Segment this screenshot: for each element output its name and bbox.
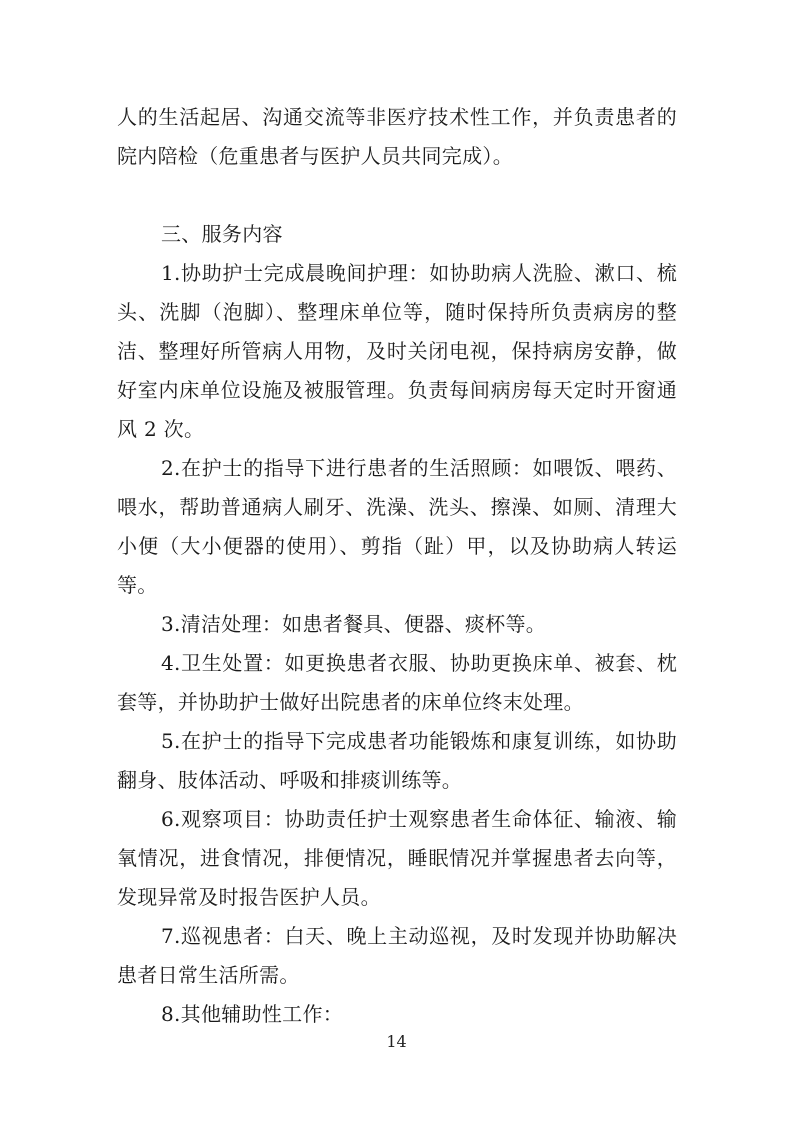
list-item-6: 6.观察项目：协助责任护士观察患者生命体征、输液、输氧情况，进食情况，排便情况，睡眠情况并掌握患者去向等，发现异常及时报告医护人员。	[117, 807, 677, 909]
list-item-2: 2.在护士的指导下进行患者的生活照顾：如喂饭、喂药、喂水，帮助普通病人刷牙、洗澡、洗头、擦澡、如厕、清理大小便（大小便器的使用）、剪指（趾）甲，以及协助病人转运等。	[117, 456, 677, 597]
page-number: 14	[386, 1032, 407, 1051]
section-heading: 三、服务内容	[161, 222, 283, 246]
list-item-3: 3.清洁处理：如患者餐具、便器、痰杯等。	[161, 612, 547, 636]
list-item-8: 8.其他辅助性工作：	[161, 1002, 344, 1026]
list-item-5: 5.在护士的指导下完成患者功能锻炼和康复训练，如协助翻身、肢体活动、呼吸和排痰训练等。	[117, 729, 677, 792]
section-spacer	[117, 176, 677, 215]
continuation-paragraph: 人的生活起居、沟通交流等非医疗技术性工作，并负责患者的院内陪检（危重患者与医护人员共同完成）。	[117, 105, 677, 168]
list-item-1: 1.协助护士完成晨晚间护理：如协助病人洗脸、漱口、梳头、洗脚（泡脚）、整理床单位等，随时保持所负责病房的整洁、整理好所管病人用物，及时关闭电视，保持病房安静，做好室内床单位设施及被服管理。负责每间病房每天定时开窗通风 2 次。	[117, 261, 677, 441]
document-body	[117, 98, 677, 1034]
list-item-4: 4.卫生处置：如更换患者衣服、协助更换床单、被套、枕套等，并协助护士做好出院患者的床单位终末处理。	[117, 651, 677, 714]
list-item-7: 7.巡视患者：白天、晚上主动巡视，及时发现并协助解决患者日常生活所需。	[117, 924, 677, 987]
